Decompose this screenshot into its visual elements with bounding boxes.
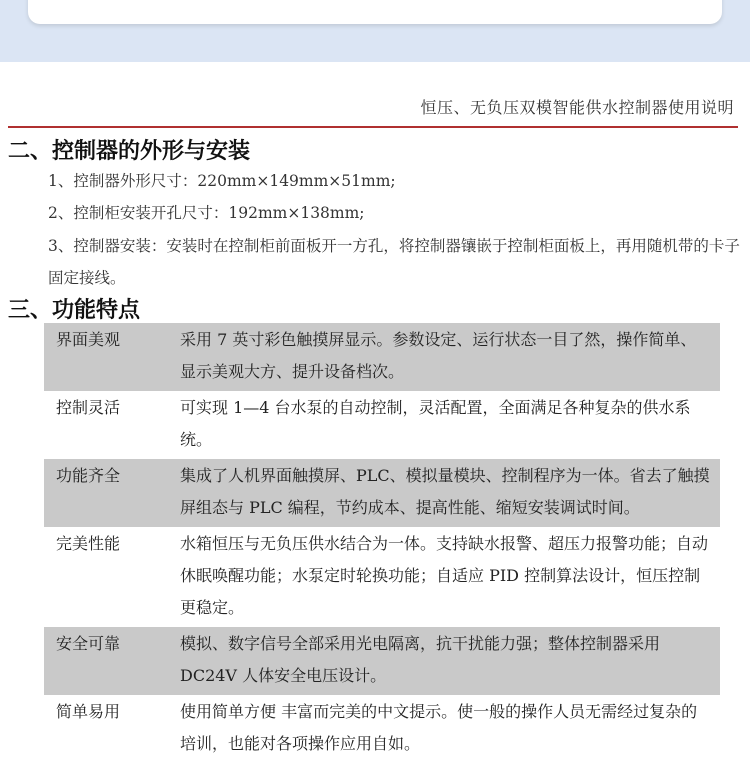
top-card <box>28 0 722 24</box>
feature-row <box>44 391 720 459</box>
feature-row <box>44 695 720 763</box>
feature-name: 界面美观 <box>56 330 121 349</box>
feature-table <box>44 323 720 763</box>
section-title-features: 三、功能特点 <box>8 298 141 323</box>
document-header-title: 恒压、无负压双模智能供水控制器使用说明 <box>420 98 734 117</box>
feature-row <box>44 323 720 391</box>
feature-row <box>44 627 720 695</box>
feature-name: 完美性能 <box>56 534 121 553</box>
feature-name: 控制灵活 <box>56 398 121 417</box>
top-banner <box>0 0 750 62</box>
feature-row <box>44 459 720 527</box>
feature-name: 安全可靠 <box>56 634 121 653</box>
feature-name: 简单易用 <box>56 702 121 721</box>
feature-description: 使用简单方便 丰富而完美的中文提示。使一般的操作人员无需经过复杂的培训，也能对各项操作应用自如。 <box>180 702 698 753</box>
feature-description: 水箱恒压与无负压供水结合为一体。支持缺水报警、超压力报警功能；自动休眠唤醒功能；水泵定时轮换功能；自适应 PID 控制算法设计，恒压控制更稳定。 <box>180 534 709 617</box>
feature-name: 功能齐全 <box>56 466 121 485</box>
section-title-installation: 二、控制器的外形与安装 <box>8 139 251 164</box>
feature-row <box>44 527 720 627</box>
feature-description: 集成了人机界面触摸屏、PLC、模拟量模块、控制程序为一体。省去了触摸屏组态与 PLC 编程，节约成本、提高性能、缩短安装调试时间。 <box>180 466 710 517</box>
header-rule <box>8 126 738 128</box>
installation-item-dimensions: 1、控制器外形尺寸：220mm×149mm×51mm; <box>48 172 396 190</box>
installation-item-mounting: 3、控制器安装：安装时在控制柜前面板开一方孔，将控制器镶嵌于控制柜面板上，再用随机带的卡子固定接线。 <box>48 237 740 287</box>
feature-description: 可实现 1—4 台水泵的自动控制，灵活配置，全面满足各种复杂的供水系统。 <box>180 398 691 449</box>
feature-description: 模拟、数字信号全部采用光电隔离，抗干扰能力强；整体控制器采用 DC24V 人体安全电压设计。 <box>180 634 661 685</box>
installation-item-cutout: 2、控制柜安装开孔尺寸：192mm×138mm; <box>48 204 365 222</box>
feature-description: 采用 7 英寸彩色触摸屏显示。参数设定、运行状态一目了然，操作简单、显示美观大方、提升设备档次。 <box>180 330 697 381</box>
